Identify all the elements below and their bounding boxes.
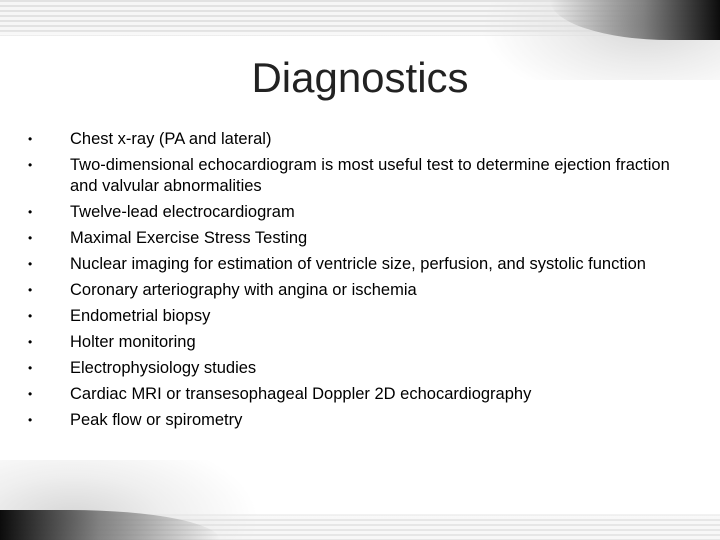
bullet-icon: •	[28, 413, 33, 427]
bullet-text: Twelve-lead electrocardiogram	[70, 203, 295, 221]
bullet-icon: •	[28, 361, 33, 375]
bullet-text: Peak flow or spirometry	[70, 411, 243, 429]
bullet-text: Chest x-ray (PA and lateral)	[70, 130, 272, 148]
bullet-text: Cardiac MRI or transesophageal Doppler 2D echocardiography	[70, 385, 532, 403]
bullet-item	[28, 202, 698, 223]
bullet-item	[28, 228, 698, 249]
bullet-item	[28, 332, 698, 353]
bullet-item	[28, 410, 698, 431]
bullet-item	[28, 306, 698, 327]
bullet-text: Coronary arteriography with angina or ischemia	[70, 281, 417, 299]
bullet-text: Maximal Exercise Stress Testing	[70, 229, 308, 247]
bullet-icon: •	[28, 205, 33, 219]
bullet-icon: •	[28, 283, 33, 297]
bullet-item	[28, 280, 698, 301]
bullet-icon: •	[28, 231, 33, 245]
bullet-list	[28, 129, 698, 436]
bullet-icon: •	[28, 257, 33, 271]
bullet-item	[28, 384, 698, 405]
bullet-item	[28, 155, 698, 197]
bullet-icon: •	[28, 387, 33, 401]
bullet-text: Holter monitoring	[70, 333, 196, 351]
bullet-icon: •	[28, 132, 33, 146]
slide-title: Diagnostics	[251, 54, 469, 101]
bullet-item	[28, 358, 698, 379]
bullet-text: Nuclear imaging for estimation of ventricle size, perfusion, and systolic function	[70, 255, 646, 273]
bullet-text: Endometrial biopsy	[70, 307, 211, 325]
bullet-icon: •	[28, 309, 33, 323]
bullet-item	[28, 129, 698, 150]
bullet-text: Electrophysiology studies	[70, 359, 257, 377]
bullet-icon: •	[28, 335, 33, 349]
bullet-icon: •	[28, 158, 33, 172]
bullet-item	[28, 254, 698, 275]
bullet-text: Two-dimensional echocardiogram is most useful test to determine ejection fraction and valvular abnormalities	[70, 156, 670, 195]
